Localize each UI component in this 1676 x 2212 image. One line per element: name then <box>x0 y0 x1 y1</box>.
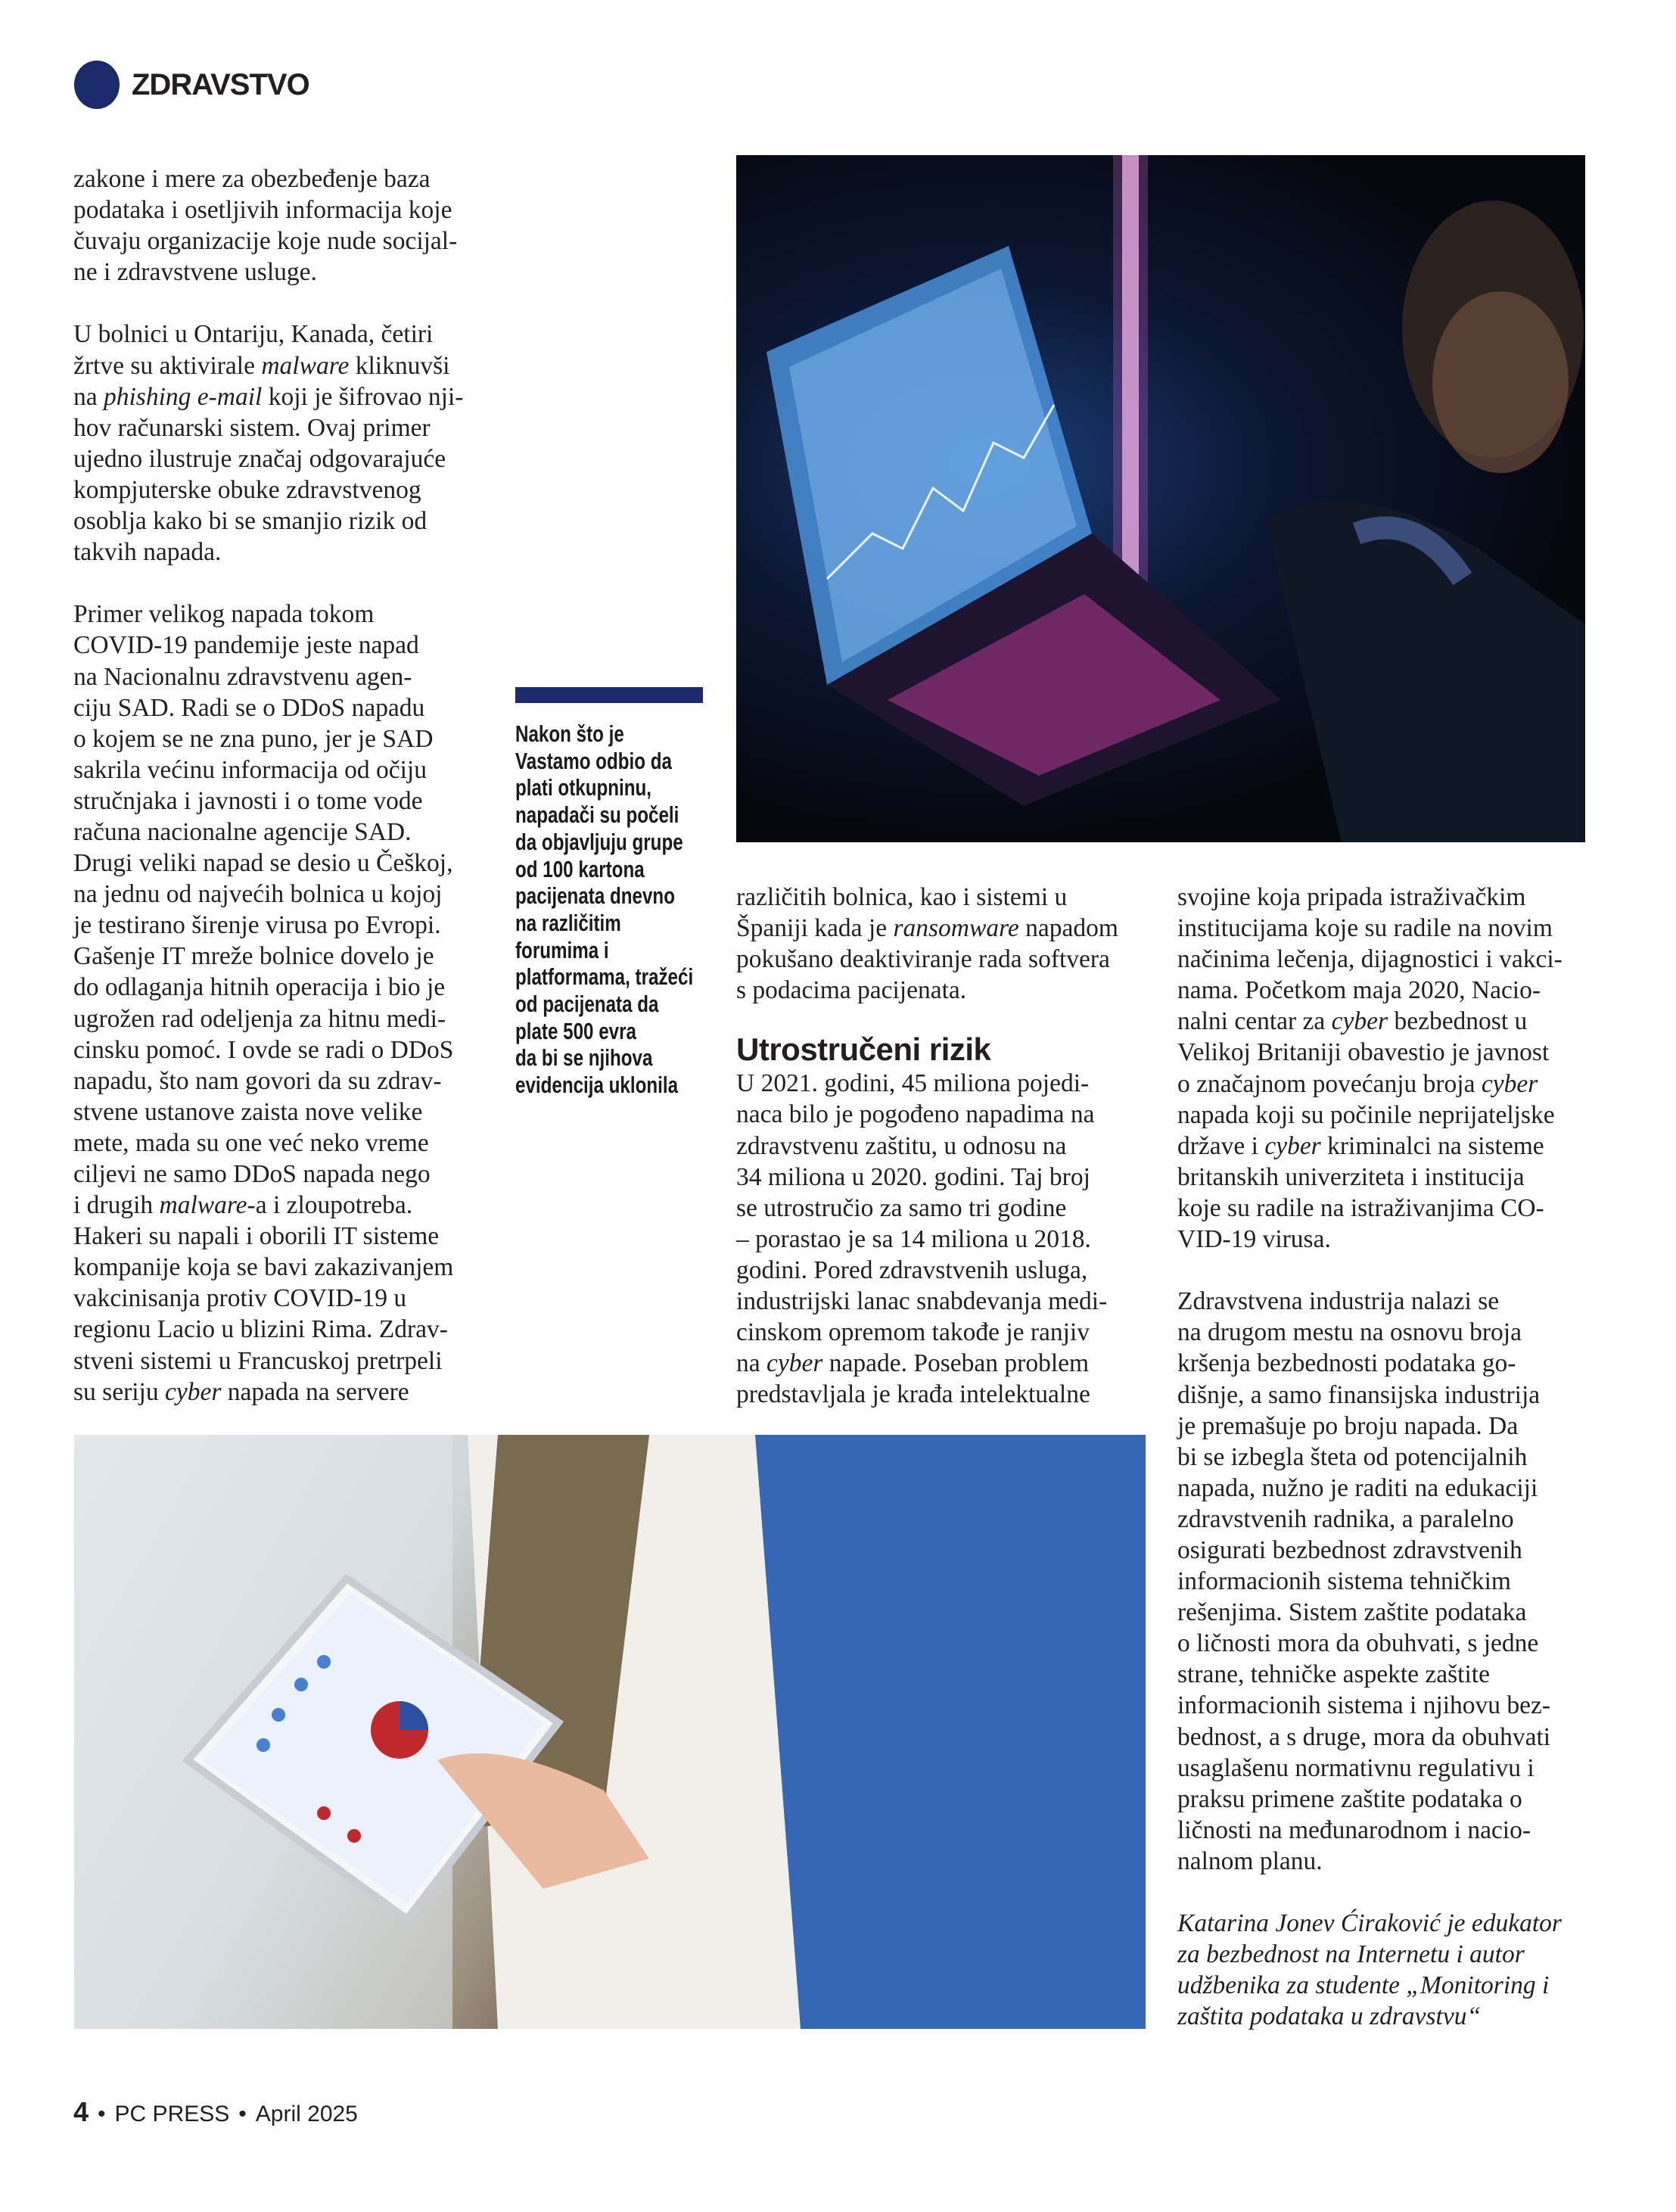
separator-dot: • <box>238 2102 247 2126</box>
text-segment: na <box>736 1349 766 1378</box>
text-segment: Velikoj Britaniji obavestio je javnost <box>1177 1038 1550 1067</box>
text-line <box>1177 1504 1563 1535</box>
text-line <box>1177 2001 1563 2032</box>
text-line <box>1177 1628 1563 1659</box>
text-line <box>1177 1380 1563 1411</box>
text-line <box>73 474 463 506</box>
paragraph <box>1177 882 1563 1255</box>
pull-quote-line: evidencija uklonila <box>515 1072 679 1099</box>
text-segment: institucijama koje su radile na novim <box>1177 914 1553 943</box>
italic-text: cyber <box>766 1349 823 1378</box>
text-line <box>73 1221 463 1252</box>
pull-quote-line: na različitim <box>515 909 621 936</box>
text-line <box>73 599 463 630</box>
text-line <box>73 661 463 692</box>
text-segment: zdravstvenu zaštitu, u odnosu na <box>736 1131 1067 1160</box>
text-line <box>1177 1753 1563 1784</box>
text-line <box>73 754 463 786</box>
text-line <box>736 1131 1118 1162</box>
text-line <box>73 537 463 568</box>
text-line <box>1177 1224 1563 1255</box>
text-line <box>1177 1908 1563 1939</box>
text-segment: na <box>73 382 104 411</box>
text-segment: Zdravstvena industrija nalazi se <box>1177 1287 1500 1316</box>
text-segment: ujedno ilustruje značaj odgovarajuće <box>73 444 446 473</box>
paragraph <box>1177 1908 1563 2032</box>
paragraph <box>73 163 463 288</box>
text-line <box>73 692 463 723</box>
text-segment: nama. Početkom maja 2020, Nacio- <box>1177 976 1541 1005</box>
text-line <box>73 1097 463 1128</box>
text-line <box>73 226 463 257</box>
text-segment: napadom <box>1018 914 1118 943</box>
text-line <box>1177 1566 1563 1597</box>
text-line <box>1177 1317 1563 1348</box>
text-line <box>1177 1286 1563 1317</box>
text-line <box>736 1162 1118 1193</box>
article-column-middle <box>736 882 1118 1410</box>
text-line <box>1177 913 1563 944</box>
text-line <box>1177 1411 1563 1442</box>
text-line <box>73 257 463 288</box>
text-segment: hov računarski sistem. Ovaj primer <box>73 413 431 442</box>
text-segment: Gašenje IT mreže bolnice dovelo je <box>73 942 434 971</box>
text-line <box>1177 882 1563 913</box>
text-segment: ličnosti na međunarodnom i nacio- <box>1177 1815 1531 1844</box>
text-line <box>73 319 463 350</box>
text-segment: stvene ustanove zaista nove velike <box>73 1097 423 1126</box>
text-line <box>1177 1722 1563 1753</box>
text-segment: s podacima pacijenata. <box>736 976 967 1005</box>
middle-intro <box>736 882 1118 1031</box>
text-line <box>1177 1100 1563 1131</box>
text-segment: do odlaganja hitnih operacija i bio je <box>73 973 446 1002</box>
text-line <box>1177 1815 1563 1846</box>
text-line <box>73 848 463 879</box>
pull-quote-line: od 100 kartona <box>515 855 645 882</box>
text-line <box>73 350 463 381</box>
separator-dot: • <box>98 2102 106 2126</box>
text-segment: Drugi veliki napad se desio u Češkoj, <box>73 849 453 878</box>
text-segment: Primer velikog napada tokom <box>73 600 375 629</box>
text-segment: industrijski lanac snabdevanja medi- <box>736 1287 1108 1316</box>
text-segment: ciju SAD. Radi se o DDoS napadu <box>73 693 425 722</box>
text-segment: se utrostručio za samo tri godine <box>736 1193 1067 1222</box>
text-segment: i drugih <box>73 1191 160 1220</box>
text-line <box>736 1317 1118 1348</box>
text-segment: kompanije koja se bavi zakazivanjem <box>73 1253 454 1282</box>
text-segment: osigurati bezbednost zdravstvenih <box>1177 1535 1522 1564</box>
text-segment: su seriju <box>73 1377 165 1406</box>
text-segment: koje su radile na istraživanjima CO- <box>1177 1193 1544 1222</box>
article-column-right <box>1177 882 1563 2032</box>
italic-text: Katarina Jonev Ćiraković je edukator <box>1177 1909 1562 1938</box>
text-line <box>73 723 463 754</box>
text-segment: na drugom mestu na osnovu broja <box>1177 1318 1522 1347</box>
text-segment: na jednu od najvećih bolnica u kojoj <box>73 880 443 909</box>
text-segment: zakone i mere za obezbeđenje baza <box>73 165 431 193</box>
text-segment: – porastao je sa 14 miliona u 2018. <box>736 1224 1091 1253</box>
text-segment: stručnjaka i javnosti i o tome vode <box>73 786 423 815</box>
italic-text: ransomware <box>893 914 1019 943</box>
text-segment: ne i zdravstvene usluge. <box>73 258 317 287</box>
text-line <box>73 1346 463 1377</box>
text-line <box>73 972 463 1003</box>
text-line <box>736 1379 1118 1410</box>
pull-quote-line: plati otkupninu, <box>515 774 651 801</box>
text-line <box>1177 1006 1563 1037</box>
pull-quote-line: napadači su počeli <box>515 801 679 829</box>
text-segment: načinima lečenja, dijagnostici i vakci- <box>1177 945 1563 974</box>
text-segment: informacionih sistema i njihovu bez- <box>1177 1691 1551 1720</box>
text-segment: napadu, što nam govori da su zdrav- <box>73 1066 442 1095</box>
text-line <box>73 506 463 537</box>
page-footer <box>73 2096 358 2128</box>
text-line <box>736 913 1118 944</box>
paragraph <box>1177 1286 1563 1877</box>
text-line <box>1177 1442 1563 1473</box>
text-segment: praksu primene zaštite podataka o <box>1177 1784 1522 1813</box>
paragraph-gap <box>73 288 463 319</box>
italic-text: cyber <box>1264 1131 1321 1160</box>
text-segment: rešenjima. Sistem zaštite podataka <box>1177 1598 1527 1627</box>
text-line <box>73 1314 463 1345</box>
paragraph <box>73 599 463 1407</box>
text-line <box>73 910 463 941</box>
text-segment: mete, mada su one već neko vreme <box>73 1128 429 1157</box>
text-segment: kompjuterske obuke zdravstvenog <box>73 475 421 504</box>
text-line <box>1177 944 1563 975</box>
text-segment: strane, tehničke aspekte zaštite <box>1177 1660 1490 1689</box>
text-segment: usaglašenu normativnu regulativu i <box>1177 1753 1535 1782</box>
text-line <box>1177 1193 1563 1224</box>
paragraph-gap <box>73 568 463 599</box>
text-line <box>736 944 1118 975</box>
pull-quote-line: Vastamo odbio da <box>515 747 672 774</box>
page-number: 4 <box>73 2096 89 2127</box>
text-line <box>736 1099 1118 1130</box>
text-segment: bezbednost u <box>1388 1007 1528 1036</box>
text-segment: je premašuje po broju napada. Da <box>1177 1411 1519 1440</box>
text-line <box>1177 1939 1563 1970</box>
photo-tablet-medical <box>74 1435 1146 2029</box>
text-segment: ciljevi ne samo DDoS napada nego <box>73 1160 431 1188</box>
text-line <box>73 194 463 226</box>
text-segment: informacionih sistema tehničkim <box>1177 1567 1511 1596</box>
italic-text: cyber <box>1331 1007 1388 1036</box>
paragraph <box>73 319 463 568</box>
text-line <box>1177 1535 1563 1566</box>
text-line <box>73 412 463 443</box>
text-segment: o kojem se ne zna puno, jer je SAD <box>73 724 434 753</box>
pull-quote <box>515 720 693 1099</box>
text-segment: računa nacionalne agencije SAD. <box>73 817 412 846</box>
section-dot-icon <box>74 61 120 109</box>
subheading: Utrostručeni rizik <box>736 1031 991 1068</box>
text-segment: kršenja bezbednosti podataka go- <box>1177 1349 1516 1378</box>
text-segment: vakcinisanja protiv COVID-19 u <box>73 1284 407 1313</box>
text-line <box>73 1283 463 1314</box>
text-segment: 34 miliona u 2020. godini. Taj broj <box>736 1162 1090 1191</box>
italic-text: udžbenika za studente „Monitoring i <box>1177 1971 1550 2000</box>
text-line <box>1177 1846 1563 1877</box>
text-line <box>1177 1131 1563 1162</box>
text-segment: podataka i osetljivih informacija koje <box>73 196 452 225</box>
text-segment: o ličnosti mora da obuhvati, s jedne <box>1177 1629 1539 1658</box>
text-line <box>1177 1784 1563 1815</box>
text-segment: kliknuvši <box>349 351 450 380</box>
text-segment: VID-19 virusa. <box>1177 1225 1331 1254</box>
text-line <box>73 786 463 817</box>
pull-quote-line: da bi se njihova <box>515 1044 653 1072</box>
text-segment: ugrožen rad odeljenja za hitnu medi- <box>73 1004 446 1033</box>
text-segment: zdravstvenih radnika, a paralelno <box>1177 1504 1514 1533</box>
text-line <box>1177 1069 1563 1100</box>
text-segment: nalnom planu. <box>1177 1846 1323 1875</box>
pull-quote-bar <box>515 687 703 703</box>
text-segment: COVID-19 pandemije jeste napad <box>73 631 419 660</box>
text-segment: U bolnici u Ontariju, Kanada, četiri <box>73 320 434 349</box>
text-line <box>1177 1690 1563 1721</box>
text-line <box>73 817 463 848</box>
italic-text: cyber <box>1481 1069 1538 1098</box>
text-line <box>736 1068 1118 1099</box>
text-line <box>73 163 463 194</box>
text-segment: bednost, a s druge, mora da obuhvati <box>1177 1722 1551 1751</box>
text-line <box>73 1003 463 1034</box>
pull-quote-line: pacijenata dnevno <box>515 882 675 910</box>
text-line <box>1177 975 1563 1006</box>
text-line <box>1177 1659 1563 1690</box>
pull-quote-line: plate 500 evra <box>515 1017 636 1044</box>
text-line <box>736 1348 1118 1379</box>
text-line <box>736 1255 1118 1286</box>
text-segment: sakrila većinu informacija od očiju <box>73 755 427 784</box>
text-line <box>73 1066 463 1097</box>
text-segment: svojine koja pripada istraživačkim <box>1177 883 1526 911</box>
text-segment: napada, nužno je raditi na edukaciji <box>1177 1473 1538 1502</box>
italic-text: za bezbednost na Internetu i autor <box>1177 1940 1525 1969</box>
pull-quote-line: Nakon što je <box>515 720 624 747</box>
text-segment: dišnje, a samo finansijska industrija <box>1177 1380 1541 1409</box>
text-line <box>1177 1970 1563 2001</box>
text-segment: napada koji su počinile neprijateljske <box>1177 1100 1555 1129</box>
text-segment: stveni sistemi u Francuskoj pretrpeli <box>73 1346 443 1375</box>
text-segment: žrtve su aktivirale <box>73 351 262 380</box>
text-segment: na Nacionalnu zdravstvenu agen- <box>73 662 412 691</box>
text-line <box>736 1286 1118 1317</box>
pull-quote-line: platformama, tražeći <box>515 963 694 991</box>
text-line <box>736 1193 1118 1224</box>
italic-text: phishing e-mail <box>104 382 263 411</box>
text-line <box>736 975 1118 1006</box>
text-line <box>1177 1473 1563 1504</box>
text-segment: -a i zloupotreba. <box>247 1191 413 1220</box>
text-line <box>1177 1037 1563 1068</box>
text-line <box>73 630 463 661</box>
paragraph-gap <box>1177 1255 1563 1286</box>
article-column-left <box>73 163 463 1408</box>
italic-text: malware <box>261 351 350 380</box>
text-segment: koji je šifrovao nji- <box>262 382 464 411</box>
magazine-name: PC PRESS <box>114 2102 230 2126</box>
text-segment: Hakeri su napali i oborili IT sisteme <box>73 1222 440 1251</box>
text-line <box>736 882 1118 913</box>
text-line <box>1177 1162 1563 1193</box>
paragraph-gap <box>1177 1877 1563 1908</box>
section-header <box>74 61 309 109</box>
pull-quote-line: forumima i <box>515 936 609 963</box>
text-segment: kriminalci na sisteme <box>1320 1131 1544 1160</box>
text-segment: britanskih univerziteta i institucija <box>1177 1162 1525 1191</box>
text-segment: predstavljala je krađa intelektualne <box>736 1380 1090 1409</box>
text-segment: U 2021. godini, 45 miliona pojedi- <box>736 1069 1090 1098</box>
text-line <box>73 1128 463 1159</box>
text-segment: osoblja kako bi se smanjio rizik od <box>73 507 428 536</box>
text-segment: bi se izbegla šteta od potencijalnih <box>1177 1442 1528 1471</box>
pull-quote-line: da objavljuju grupe <box>515 828 683 855</box>
text-segment: naca bilo je pogođeno napadima na <box>736 1100 1095 1129</box>
text-segment: regionu Lacio u blizini Rima. Zdrav- <box>73 1315 448 1344</box>
text-line <box>73 941 463 972</box>
text-segment: o značajnom povećanju broja <box>1177 1069 1482 1098</box>
issue-date: April 2025 <box>255 2102 358 2126</box>
text-line <box>1177 1348 1563 1379</box>
text-line <box>736 1224 1118 1255</box>
text-line <box>73 879 463 910</box>
text-segment: godini. Pored zdravstvenih usluga, <box>736 1255 1088 1284</box>
text-segment: cinsku pomoć. I ovde se radi o DDoS <box>73 1035 454 1064</box>
text-segment: je testirano širenje virusa po Evropi. <box>73 911 441 940</box>
text-segment: nalni centar za <box>1177 1007 1332 1036</box>
text-segment: cinskom opremom takođe je ranjiv <box>736 1318 1090 1347</box>
italic-text: zaštita podataka u zdravstvu“ <box>1177 2002 1482 2031</box>
text-line <box>73 1190 463 1221</box>
italic-text: malware <box>159 1191 247 1220</box>
text-line <box>73 1034 463 1066</box>
text-line <box>73 443 463 474</box>
text-segment: napada na servere <box>221 1377 409 1406</box>
text-line <box>73 1159 463 1190</box>
pull-quote-line: od pacijenata da <box>515 991 659 1018</box>
text-line <box>1177 1597 1563 1628</box>
text-line <box>73 381 463 412</box>
text-segment: Španiji kada je <box>736 914 894 943</box>
text-segment: napade. Poseban problem <box>822 1349 1090 1378</box>
section-label: ZDRAVSTVO <box>132 67 309 101</box>
text-line <box>73 1252 463 1283</box>
text-line <box>73 1377 463 1408</box>
text-segment: države i <box>1177 1131 1265 1160</box>
middle-body <box>736 1068 1118 1410</box>
text-segment: različitih bolnica, kao i sistemi u <box>736 883 1068 911</box>
photo-hacker-laptop <box>736 155 1585 842</box>
text-segment: pokušano deaktiviranje rada softvera <box>736 945 1110 974</box>
italic-text: cyber <box>164 1377 222 1406</box>
text-segment: čuvaju organizacije koje nude socijal- <box>73 227 458 256</box>
text-segment: takvih napada. <box>73 538 222 567</box>
